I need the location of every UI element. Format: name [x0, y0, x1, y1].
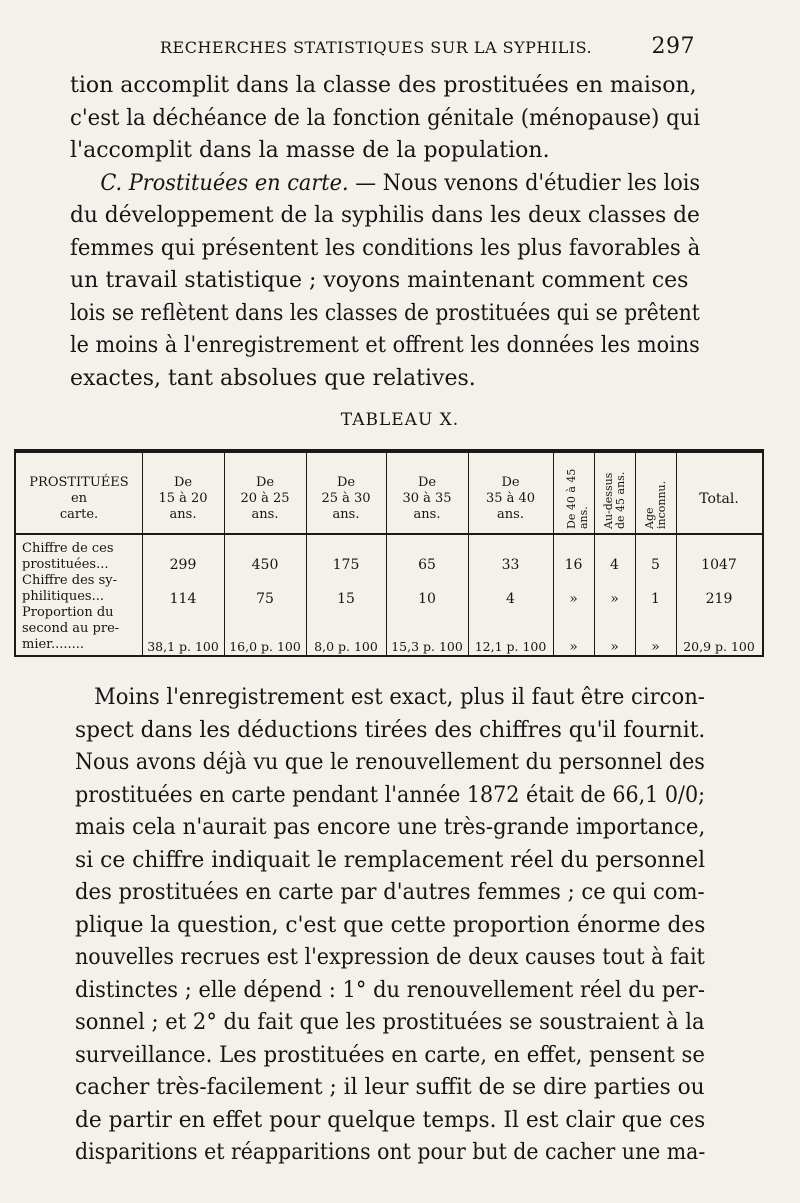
label-line: second au pre-	[22, 621, 120, 636]
label-line: philitiques...	[22, 589, 105, 604]
table-cell: 450	[251, 557, 279, 573]
label-line: Chiffre de ces	[22, 541, 114, 556]
table-cell: 16,0 p. 100	[229, 639, 301, 654]
label-line: Proportion du	[22, 605, 114, 620]
text-line: distinctes ; elle dépend : 1° du renouvellement réel du per-	[75, 977, 705, 1003]
row-label	[22, 541, 140, 573]
statistics-table	[14, 449, 764, 657]
header-line: 15 à 20	[158, 491, 208, 506]
text-line: mais cela n'aurait pas encore une très-grande importance,	[75, 815, 706, 840]
text-line	[70, 168, 701, 201]
text-line: prostituées en carte pendant l'année 1872 était de 66,1 0/0;	[75, 782, 706, 808]
header-vertical: Au-dessus de 45 ans.	[602, 471, 627, 529]
table-cell: 38,1 p. 100	[147, 639, 219, 654]
text-line: sonnel ; et 2° du fait que les prostituées se soustraient à la	[75, 1010, 705, 1035]
table-cell: 33	[501, 557, 520, 573]
text-fragment: — Nous venons d'étudier les lois	[348, 170, 701, 196]
table-cell: 1047	[701, 557, 737, 573]
text-line: le moins à l'enregistrement et offrent les données les moins	[70, 333, 700, 358]
header-line: ans.	[413, 507, 441, 522]
table-cell: 219	[705, 591, 733, 607]
header-range	[142, 475, 224, 523]
column-rule	[594, 453, 595, 655]
header-line: De	[417, 475, 437, 490]
text-line: Moins l'enregistrement est exact, plus il faut être circon-	[94, 685, 705, 710]
table-cell: »	[610, 639, 619, 655]
header-line: ans.	[332, 507, 360, 522]
section-label: C. Prostituées en carte.	[100, 170, 349, 196]
column-rule	[635, 453, 636, 655]
header-range	[386, 475, 468, 523]
header-prostituees	[16, 475, 142, 523]
header-range	[306, 475, 386, 523]
text-line: cacher très-facilement ; il leur suffit de se dire parties ou	[75, 1075, 705, 1100]
header-line: De	[255, 475, 275, 490]
header-line: en	[70, 491, 88, 506]
label-line: prostituées...	[22, 557, 109, 572]
header-line: carte.	[59, 507, 99, 522]
text-line: Nous avons déjà vu que le renouvellement du personnel des	[75, 750, 705, 775]
header-line: 20 à 25	[240, 491, 290, 506]
header-title: RECHERCHES STATISTIQUES SUR LA SYPHILIS.	[160, 38, 593, 57]
text-line: un travail statistique ; voyons maintenant comment ces	[70, 268, 689, 293]
table-cell: 10	[418, 591, 436, 607]
table-cell: 4	[506, 591, 515, 607]
table-cell: 8,0 p. 100	[314, 639, 378, 654]
header-vertical: De 40 à 45 ans.	[565, 468, 590, 529]
header-line: 30 à 35	[402, 491, 452, 506]
header-line: ans.	[169, 507, 197, 522]
paragraph-main	[75, 682, 705, 1170]
header-range	[468, 475, 553, 523]
header-line: 25 à 30	[321, 491, 371, 506]
header-line: ans.	[497, 507, 524, 522]
text-line: plique la question, c'est que cette proportion énorme des	[75, 912, 706, 938]
label-line: Chiffre des sy-	[22, 573, 117, 588]
table-cell: 114	[169, 591, 197, 607]
table-cell: 5	[651, 557, 660, 573]
header-vertical: Age inconnu.	[643, 480, 668, 529]
text-line: lois se reflètent dans les classes de prostituées qui se prêtent	[70, 300, 700, 326]
running-header	[160, 34, 695, 64]
header-line: PROSTITUÉES	[29, 475, 129, 490]
text-line: tion accomplit dans la classe des prostituées en maison,	[70, 73, 697, 98]
header-range	[224, 475, 306, 523]
table-cell: 4	[610, 557, 619, 573]
header-line: De	[501, 475, 520, 490]
text-line: l'accomplit dans la masse de la population.	[70, 138, 550, 163]
header-line: ans.	[251, 507, 279, 522]
column-rule	[553, 453, 554, 655]
text-line: femmes qui présentent les conditions les plus favorables à	[70, 235, 701, 261]
text-line: c'est la déchéance de la fonction génitale (ménopause) qui	[70, 105, 701, 131]
paragraph-intro	[70, 70, 700, 395]
table-cell: 299	[169, 557, 197, 573]
text-line: des prostituées en carte par d'autres femmes ; ce qui com-	[75, 880, 705, 905]
text-line: surveillance. Les prostituées en carte, en effet, pensent se	[75, 1042, 705, 1068]
table-cell: 175	[332, 557, 360, 573]
table-cell: 1	[651, 591, 660, 607]
header-line: De	[336, 475, 356, 490]
text-line: nouvelles recrues est l'expression de deux causes tout à fait	[75, 945, 705, 970]
text-line: si ce chiffre indiquait le remplacement réel du personnel	[75, 847, 706, 873]
table-cell: 12,1 p. 100	[474, 639, 547, 654]
page-number: 297	[651, 34, 695, 59]
header-rule	[16, 533, 762, 535]
row-label	[22, 605, 140, 653]
column-rule	[676, 453, 677, 655]
text-line: du développement de la syphilis dans les deux classes de	[70, 203, 700, 228]
table-title: TABLEAU X.	[340, 410, 460, 430]
text-line: disparitions et réapparitions ont pour but de cacher une ma-	[75, 1140, 706, 1165]
header-total: Total.	[699, 491, 739, 507]
table-cell: »	[569, 639, 578, 655]
table-cell: »	[569, 591, 578, 607]
row-label	[22, 573, 140, 605]
table-cell: »	[651, 639, 660, 655]
text-line: spect dans les déductions tirées des chiffres qu'il fournit.	[75, 717, 706, 743]
table-cell: 15	[337, 591, 355, 607]
header-line: 35 à 40	[485, 491, 536, 506]
table-cell: »	[610, 591, 619, 607]
text-line: exactes, tant absolues que relatives.	[70, 365, 476, 391]
table-cell: 16	[564, 557, 583, 573]
header-line: De	[173, 475, 193, 490]
text-line: de partir en effet pour quelque temps. Il est clair que ces	[75, 1107, 706, 1133]
label-line: mier........	[22, 637, 85, 652]
table-cell: 75	[256, 591, 274, 607]
table-cell: 20,9 p. 100	[683, 639, 755, 654]
table-cell: 65	[418, 557, 436, 573]
table-cell: 15,3 p. 100	[391, 639, 463, 654]
